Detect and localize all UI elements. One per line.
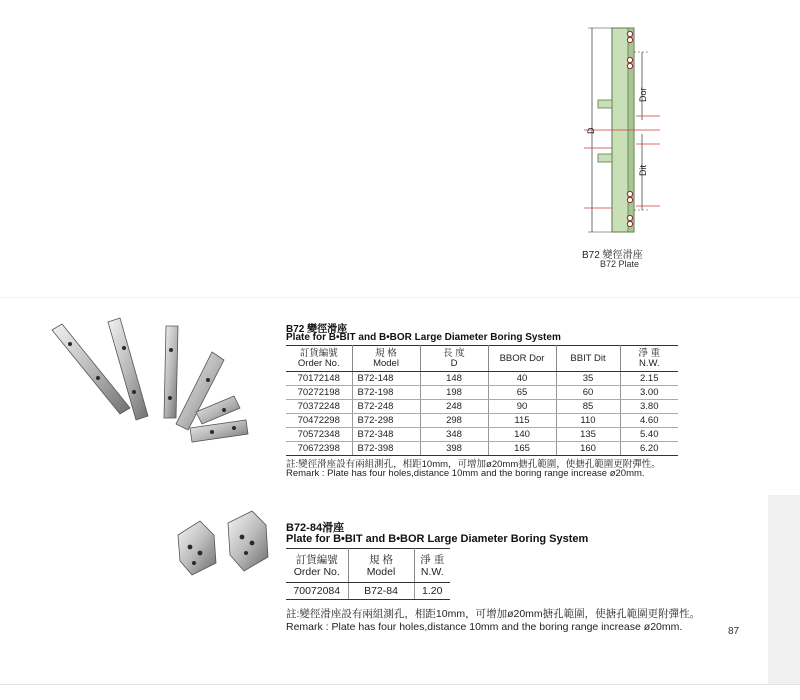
section1-remark-cn: 註:變徑滑座設有兩組測孔，相距10mm，可增加ø20mm搪孔範圍，使搪孔範圍更附彈性。 xyxy=(286,459,661,470)
label-d: D xyxy=(586,127,596,134)
col-order-no: 訂貨編號 Order No. xyxy=(286,549,348,583)
col-model: 規 格 Model xyxy=(348,549,414,583)
diagram-caption-cn: B72 變徑滑座 xyxy=(582,250,643,261)
hole-mid-2 xyxy=(627,63,632,68)
side-tab-lower xyxy=(598,154,612,162)
hole-bot-4 xyxy=(627,221,632,226)
col-order-no: 訂貨編號 Order No. xyxy=(286,346,352,372)
hole-bot-3 xyxy=(627,215,632,220)
section2-remark-en: Remark : Plate has four holes,distance 10mm and the boring range increase ø20mm. xyxy=(286,621,683,633)
page-edge-strip xyxy=(768,495,800,685)
col-weight: 淨 重 N.W. xyxy=(414,549,450,583)
hole-bot-2 xyxy=(627,197,632,202)
label-dit: Dit xyxy=(638,165,648,176)
section2-title-en: Plate for B•BIT and B•BOR Large Diameter Boring System xyxy=(286,533,589,545)
table-row: 70072084 B72-84 1.20 xyxy=(286,583,450,600)
table-row: 70172148 B72-148 148 40 35 2.15 xyxy=(286,372,678,386)
hole-bot-1 xyxy=(627,191,632,196)
table-row: 70672398 B72-398 398 165 160 6.20 xyxy=(286,442,678,456)
table-row: 70572348 B72-348 348 140 135 5.40 xyxy=(286,428,678,442)
bottom-rule xyxy=(0,684,800,685)
side-tab-upper xyxy=(598,100,612,108)
hole-top-1 xyxy=(627,31,632,36)
b72-plate-drawing xyxy=(570,20,670,260)
diagram-caption-en: B72 Plate xyxy=(600,259,640,269)
col-length: 長 度 D xyxy=(420,346,488,372)
col-weight: 淨 重 N.W. xyxy=(620,346,678,372)
b72-plate-diagram xyxy=(570,20,670,260)
section1-remark-en: Remark : Plate has four holes,distance 10mm and the boring range increase ø20mm. xyxy=(286,468,645,479)
table-row: 70272198 B72-198 198 65 60 3.00 xyxy=(286,386,678,400)
col-bbit-dit: BBIT Dit xyxy=(556,346,620,372)
b72-84-spec-table xyxy=(286,548,450,600)
table-header-row xyxy=(286,549,450,583)
hole-top-2 xyxy=(627,37,632,42)
page-number: 87 xyxy=(728,626,740,637)
table-row: 70472298 B72-298 298 115 110 4.60 xyxy=(286,414,678,428)
section2-title-cn: B72-84滑座 xyxy=(286,522,345,534)
b72-spec-table xyxy=(286,345,678,456)
b72-plates-photo xyxy=(40,300,255,465)
label-dor: Dor xyxy=(638,87,648,102)
hole-mid-1 xyxy=(627,57,632,62)
table-row: 70372248 B72-248 248 90 85 3.80 xyxy=(286,400,678,414)
col-bbor-dor: BBOR Dor xyxy=(488,346,556,372)
faint-divider xyxy=(0,297,800,298)
section2-remark-cn: 註:變徑滑座設有兩組測孔，相距10mm，可增加ø20mm搪孔範圍，使搪孔範圍更附彈性。 xyxy=(286,608,701,620)
col-model: 規 格 Model xyxy=(352,346,420,372)
section1-title-cn: B72 變徑滑座 xyxy=(286,324,348,335)
section1-title-en: Plate for B•BIT and B•BOR Large Diameter Boring System xyxy=(286,332,561,343)
table-header-row xyxy=(286,346,678,372)
b72-84-plates-photo xyxy=(166,505,276,583)
